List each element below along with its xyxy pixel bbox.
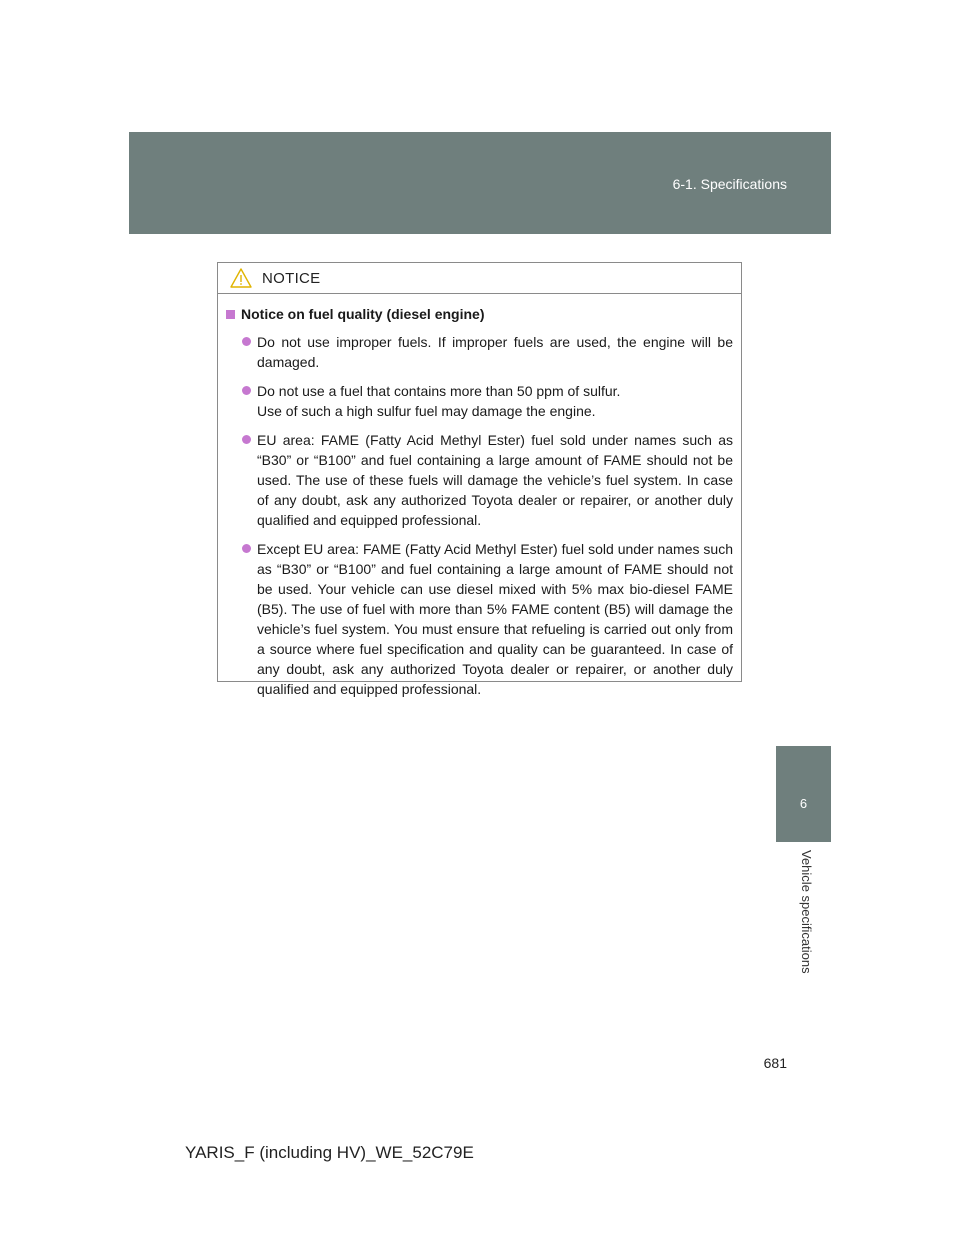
list-item-text <box>257 381 733 421</box>
warning-triangle-icon <box>230 268 252 288</box>
list-item <box>242 430 733 530</box>
list-item-line: EU area: FAME (Fatty Acid Methyl Ester) fuel sold under names such as “B30” or “B100” and fuel containing a large amount of FAME should not be used. The use of these fuels will damage the vehicle’s fuel system. In case of any doubt, ask any authorized Toyota dealer or repairer, or another duly qualified and equipped professional. <box>257 432 733 528</box>
list-item <box>242 539 733 699</box>
bullet-dot-icon <box>242 435 251 444</box>
square-bullet-icon <box>226 310 235 319</box>
notice-title: NOTICE <box>262 269 321 287</box>
notice-heading-text: Notice on fuel quality (diesel engine) <box>241 306 485 322</box>
notice-items <box>226 332 733 699</box>
header-band <box>129 132 831 234</box>
list-item-text <box>257 332 733 372</box>
bullet-dot-icon <box>242 386 251 395</box>
section-title: 6-1. Specifications <box>672 176 787 192</box>
chapter-tab <box>776 746 831 842</box>
notice-body <box>218 294 741 699</box>
bullet-dot-icon <box>242 337 251 346</box>
list-item-text <box>257 539 733 699</box>
notice-box <box>217 262 742 697</box>
list-item-line: Do not use a fuel that contains more than 50 ppm of sulfur. <box>257 383 621 399</box>
list-item-line: Do not use improper fuels. If improper fuels are used, the engine will be damaged. <box>257 334 733 370</box>
notice-heading <box>226 306 733 322</box>
page-number: 681 <box>763 1055 787 1071</box>
list-item-text <box>257 430 733 530</box>
bullet-dot-icon <box>242 544 251 553</box>
chapter-label-text: Vehicle specifications <box>799 850 814 974</box>
chapter-label <box>790 850 814 990</box>
list-item <box>242 381 733 421</box>
list-item-line: Except EU area: FAME (Fatty Acid Methyl Ester) fuel sold under names such as “B30” or “B100” and fuel containing a large amount of FAME should not be used. Your vehicle can use diesel mixed with 5% max bio-diesel FAME (B5). The use of fuel with more than 5% FAME content (B5) will damage the vehicle’s fuel system. You must ensure that refueling is carried out only from a source where fuel specification and quality can be guaranteed. In case of any doubt, ask any authorized Toyota dealer or repairer, or another duly qualified and equipped professional. <box>257 541 733 697</box>
document-code: YARIS_F (including HV)_WE_52C79E <box>185 1143 474 1162</box>
list-item <box>242 332 733 372</box>
notice-header <box>218 263 741 294</box>
list-item-line: Use of such a high sulfur fuel may damage the engine. <box>257 403 596 419</box>
chapter-number: 6 <box>799 796 808 811</box>
